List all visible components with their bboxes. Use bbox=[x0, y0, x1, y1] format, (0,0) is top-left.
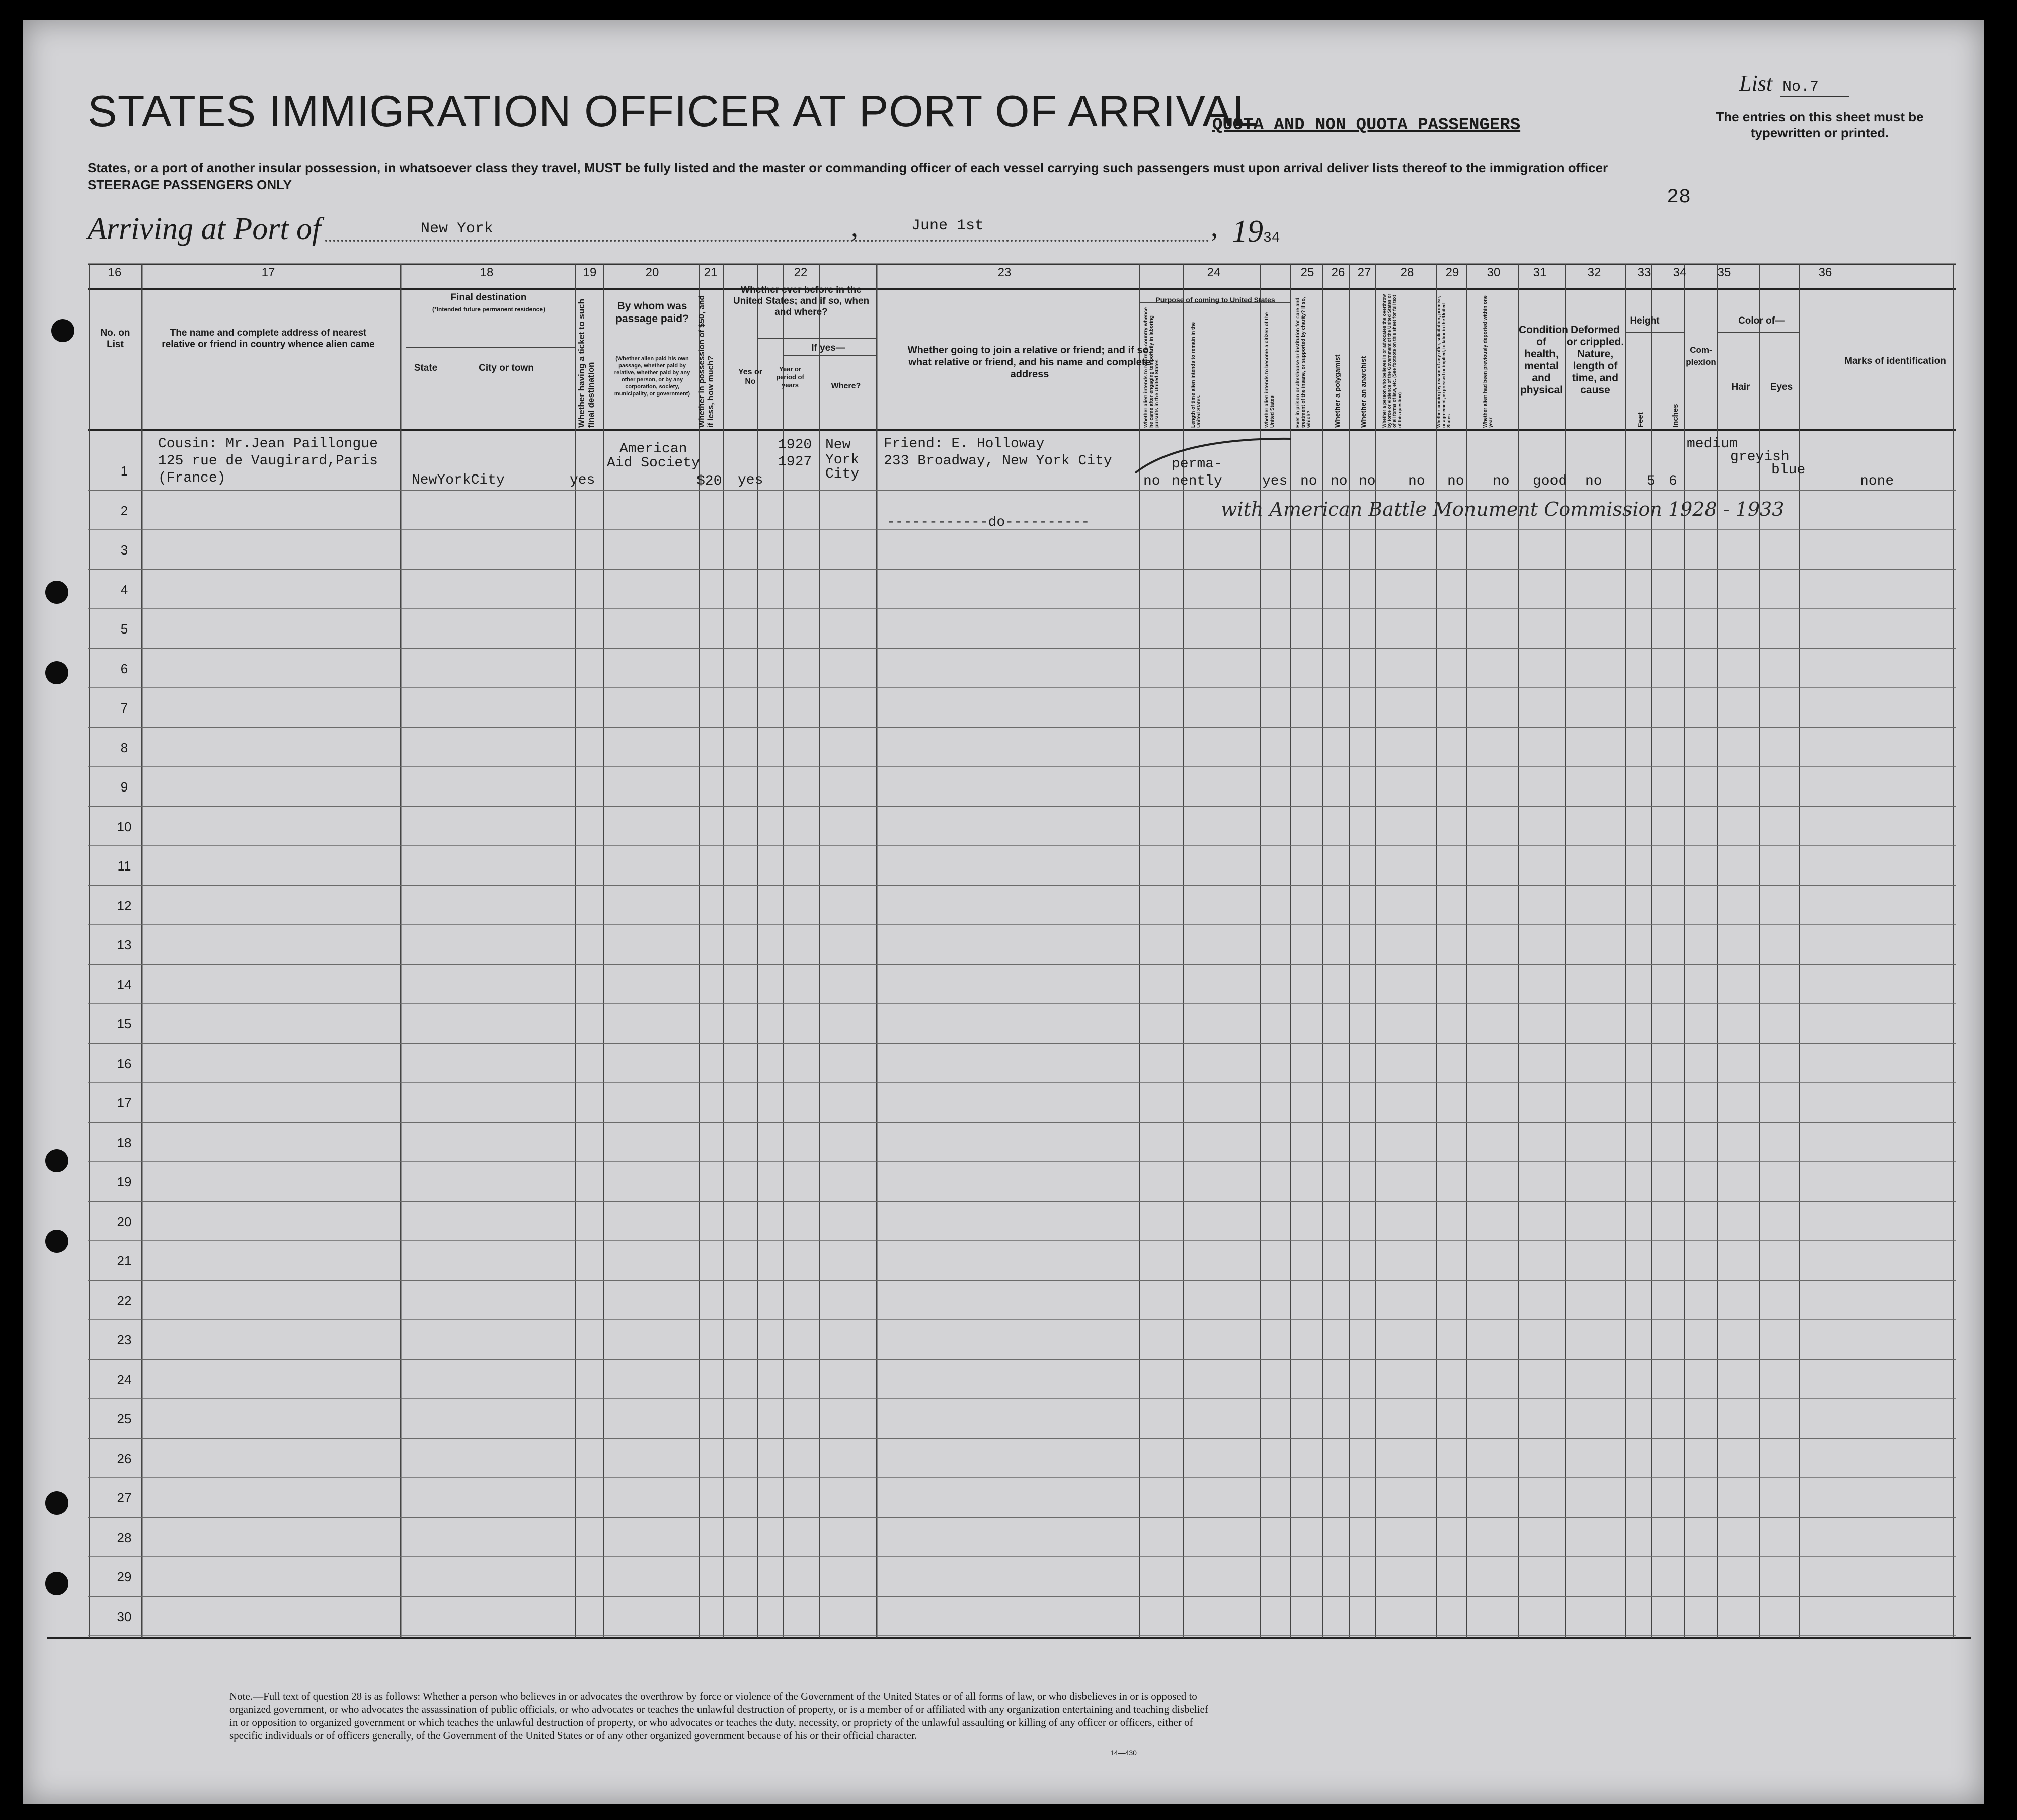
header-complexion: Com- plexion bbox=[1686, 345, 1716, 367]
col-num-16: 16 bbox=[108, 266, 122, 279]
comma: , bbox=[1211, 212, 1218, 243]
where-line2: York bbox=[825, 452, 860, 468]
header-joining: Whether going to join a relative or friend; and if so, what relative or friend, and his name and complete address bbox=[907, 345, 1152, 380]
header-final-destination: Final destination bbox=[450, 292, 527, 303]
header-hair: Hair bbox=[1731, 382, 1750, 392]
intro-line-1: States, or a port of another insular possession, in whatsoever class they travel, MUST be fully listed and the master or commanding officer of each vessel carrying such passengers must upon arrival deliver lists thereof to the immigration officer bbox=[88, 160, 1608, 175]
marks-value: none bbox=[1860, 473, 1894, 489]
money-value: $20 bbox=[696, 473, 722, 489]
header-marks: Marks of identification bbox=[1844, 356, 1946, 366]
where-line1: New bbox=[825, 437, 851, 453]
purpose-length-1: perma- bbox=[1172, 456, 1222, 472]
row-number: 4 bbox=[120, 582, 128, 597]
row-number: 20 bbox=[117, 1214, 132, 1229]
col-num-22: 22 bbox=[794, 266, 808, 279]
q29-value: no bbox=[1447, 473, 1464, 489]
header-before-us: Whether ever before in the United States; and if so, when and where? bbox=[733, 285, 870, 318]
header-period: Year or period of years bbox=[776, 365, 804, 389]
col-num-30: 30 bbox=[1487, 266, 1501, 279]
list-number-value: No.7 bbox=[1780, 78, 1849, 97]
paid-by-line2: Aid Society bbox=[607, 455, 700, 471]
row-number: 12 bbox=[117, 898, 132, 913]
page-number: 28 bbox=[1667, 186, 1691, 209]
header-passage: By whom was passage paid? bbox=[615, 300, 689, 325]
col-num-35: 35 bbox=[1717, 266, 1731, 279]
header-city: City or town bbox=[479, 363, 534, 373]
col-num-25: 25 bbox=[1300, 266, 1314, 279]
purpose-return: no bbox=[1143, 473, 1160, 489]
col-num-28: 28 bbox=[1400, 266, 1414, 279]
purpose-length-2: nently bbox=[1172, 473, 1222, 489]
row-number: 11 bbox=[117, 858, 131, 874]
header-purpose-length: Length of time alien intends to remain in the United States bbox=[1191, 322, 1202, 428]
row-number: 19 bbox=[117, 1174, 132, 1190]
form-number: 14—430 bbox=[1110, 1749, 1137, 1757]
list-label: List bbox=[1739, 71, 1773, 96]
row-number: 21 bbox=[117, 1253, 132, 1269]
hair-value: greyish bbox=[1730, 449, 1790, 465]
paid-by-line1: American bbox=[619, 441, 687, 457]
row-number: 7 bbox=[120, 700, 128, 716]
friend-address: 233 Broadway, New York City bbox=[884, 453, 1112, 469]
header-inches: Inches bbox=[1671, 404, 1680, 428]
header-purpose: Purpose of coming to United States bbox=[1155, 296, 1275, 304]
row-number: 1 bbox=[120, 463, 128, 479]
date-field: June 1st bbox=[911, 217, 984, 234]
header-q29: Whether coming by reason of any offer, solicitation, promise, or agreement, expressed or implied, to labor in the United States bbox=[1436, 296, 1451, 428]
entries-note: The entries on this sheet must be typewritten or printed. bbox=[1716, 109, 1924, 140]
header-final-destination-sub: (*Intended future permanent residence) bbox=[432, 306, 546, 313]
header-polygamist: Whether a polygamist bbox=[1333, 354, 1341, 428]
deformed-value: no bbox=[1585, 473, 1602, 489]
col-num-36: 36 bbox=[1818, 266, 1832, 279]
col-num-29: 29 bbox=[1445, 266, 1459, 279]
col-num-21: 21 bbox=[704, 266, 718, 279]
header-where: Where? bbox=[831, 382, 861, 390]
relative-name: Cousin: Mr.Jean Paillongue bbox=[158, 436, 378, 452]
col-num-27: 27 bbox=[1357, 266, 1371, 279]
deported-value: no bbox=[1493, 473, 1510, 489]
header-yes-no: Yes or No bbox=[738, 368, 763, 386]
col-num-23: 23 bbox=[997, 266, 1012, 279]
col-num-19: 19 bbox=[583, 266, 597, 279]
row-number: 28 bbox=[117, 1530, 132, 1545]
height-inches: 6 bbox=[1669, 473, 1677, 489]
col-num-31: 31 bbox=[1533, 266, 1547, 279]
header-purpose-citizen: Whether alien intends to become a citizen of the United States bbox=[1264, 312, 1275, 428]
check-stroke bbox=[1130, 433, 1301, 483]
col-num-33: 33 bbox=[1637, 266, 1651, 279]
row-number: 15 bbox=[117, 1016, 132, 1032]
row2-handwritten: with American Battle Monument Commission 1928 - 1933 bbox=[1221, 498, 1785, 520]
header-prison: Ever in prison or almshouse or institution for care and treatment of the insane, or supported by charity? If so, which? bbox=[1295, 297, 1312, 428]
row-number: 13 bbox=[117, 937, 132, 953]
header-eyes: Eyes bbox=[1770, 382, 1793, 392]
year-prefix: 19 bbox=[1232, 214, 1263, 249]
header-feet: Feet bbox=[1636, 412, 1645, 428]
row-number: 26 bbox=[117, 1451, 132, 1466]
header-passage-sub: (Whether alien paid his own passage, whether paid by relative, whether paid by any other person, or by any corporation, society, municipality, or government) bbox=[614, 356, 690, 397]
grid-lines bbox=[23, 20, 1984, 1804]
row-number: 6 bbox=[120, 661, 128, 676]
header-purpose-return: Whether alien intends to return to country whence he came after engaging temporarily in laboring pursuits in the United States bbox=[1143, 307, 1160, 428]
eyes-value: blue bbox=[1771, 462, 1806, 478]
row-number: 24 bbox=[117, 1372, 132, 1387]
row-number: 9 bbox=[120, 779, 128, 795]
quota-label: QUOTA AND NON QUOTA PASSENGERS bbox=[1212, 116, 1521, 135]
header-q28: Whether a person who believes in or advocates the overthrow by force or violence of the Government of the United States or of all forms of law, etc. (See footnote on this sheet for full text of this question) bbox=[1382, 293, 1402, 428]
col-num-20: 20 bbox=[645, 266, 659, 279]
polygamist-value: no bbox=[1331, 473, 1348, 489]
manifest-sheet bbox=[23, 20, 1984, 1804]
relative-country: (France) bbox=[158, 470, 226, 486]
port-field: New York bbox=[421, 220, 494, 238]
col-num-17: 17 bbox=[261, 266, 275, 279]
header-health: Condition of health, mental and physical bbox=[1519, 324, 1568, 396]
header-state: State bbox=[414, 363, 438, 373]
row2-ditto: ------------do---------- bbox=[887, 515, 1090, 530]
height-feet: 5 bbox=[1647, 473, 1655, 489]
row-number: 5 bbox=[120, 621, 128, 637]
anarchist-value: no bbox=[1359, 473, 1376, 489]
friend-name: Friend: E. Holloway bbox=[884, 436, 1045, 452]
year-suffix: 34 bbox=[1263, 230, 1280, 246]
footnote-q28: Note.—Full text of question 28 is as follows: Whether a person who believes in or advocates the overthrow by force or violence of the Government of the United States or of all forms of law, or who disbelieves in or is opposed to organized government, or who advocates the assassination of public officials, or who advocates or teaches the unlawful destruction of property, or is a member of or affiliated with any organization entertaining and teaching disbelief in or opposition to organized government or which teaches the unlawful destruction of property, or who advocates or teaches the duty, necessity, or propriety of the unlawful assaulting or killing of any officer or officers, either of specific individuals or of officers generally, of the Government of the United States or of any other organized government because of his or their official character. bbox=[229, 1690, 1208, 1742]
row-number: 23 bbox=[117, 1332, 132, 1348]
comma: , bbox=[851, 212, 858, 243]
row-number: 10 bbox=[117, 819, 132, 834]
before-us-value: yes bbox=[738, 472, 763, 488]
row-number: 8 bbox=[120, 740, 128, 755]
col-num-32: 32 bbox=[1587, 266, 1601, 279]
header-anarchist: Whether an anarchist bbox=[1359, 356, 1367, 428]
row-number: 3 bbox=[120, 542, 128, 558]
header-relative: The name and complete address of nearest relative or friend in country whence alien came bbox=[162, 328, 375, 350]
form-title: STATES IMMIGRATION OFFICER AT PORT OF ARRIVAL bbox=[88, 86, 1258, 136]
row-number: 2 bbox=[120, 503, 128, 518]
period-line1: 1920 bbox=[778, 437, 812, 453]
where-line3: City bbox=[825, 466, 860, 482]
header-no-on-list: No. on List bbox=[100, 328, 130, 350]
arriving-label: Arriving at Port of bbox=[88, 212, 321, 246]
row-number: 27 bbox=[117, 1490, 132, 1506]
col-num-26: 26 bbox=[1331, 266, 1345, 279]
relative-address: 125 rue de Vaugirard,Paris bbox=[158, 453, 378, 469]
row-number: 14 bbox=[117, 977, 132, 992]
header-height: Height bbox=[1630, 315, 1660, 326]
q28-value: no bbox=[1408, 473, 1425, 489]
row-number: 29 bbox=[117, 1569, 132, 1585]
row-number: 25 bbox=[117, 1411, 132, 1427]
row-number: 17 bbox=[117, 1095, 132, 1111]
header-color-of: Color of— bbox=[1738, 315, 1785, 326]
header-deformed: Deformed or crippled. Nature, length of time, and cause bbox=[1566, 324, 1624, 396]
row-number: 16 bbox=[117, 1056, 132, 1071]
health-value: good bbox=[1533, 473, 1567, 489]
prison-value: no bbox=[1300, 473, 1317, 489]
col-num-24: 24 bbox=[1207, 266, 1221, 279]
complexion-value: medium bbox=[1687, 436, 1738, 452]
row-number: 22 bbox=[117, 1293, 132, 1308]
destination-city: NewYorkCity bbox=[412, 472, 505, 488]
header-if-yes: If yes— bbox=[811, 343, 845, 353]
header-deported: Whether alien had been previously deported within one year bbox=[1483, 295, 1494, 428]
purpose-citizen: yes bbox=[1262, 473, 1288, 489]
intro-line-2: STEERAGE PASSENGERS ONLY bbox=[88, 177, 292, 192]
header-ticket: Whether having a ticket to such final destination bbox=[577, 299, 596, 428]
ticket-value: yes bbox=[570, 472, 595, 488]
row-number: 30 bbox=[117, 1609, 132, 1624]
col-num-34: 34 bbox=[1673, 266, 1687, 279]
col-num-18: 18 bbox=[480, 266, 494, 279]
header-money: Whether in possession of $50, and if less, how much? bbox=[697, 295, 715, 428]
row-number: 18 bbox=[117, 1135, 132, 1150]
period-line2: 1927 bbox=[778, 454, 812, 470]
